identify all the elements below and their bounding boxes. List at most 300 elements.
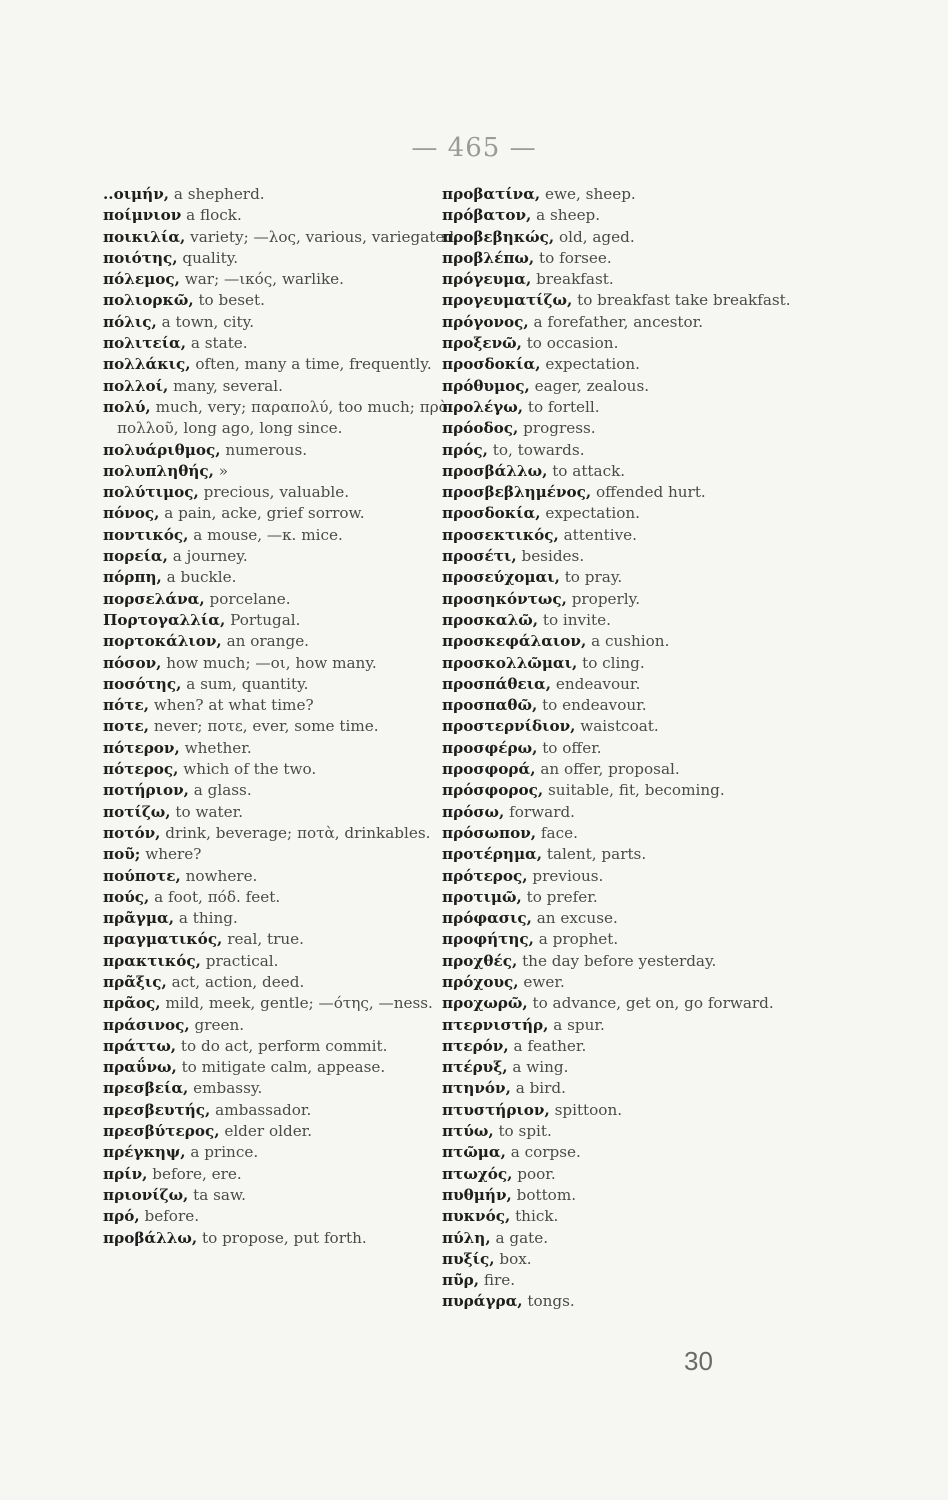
english-gloss: a corpse.: [510, 1143, 581, 1162]
english-gloss: drink, beverage; ποτὰ, drinkables.: [165, 823, 431, 842]
english-gloss: a feather.: [513, 1036, 587, 1055]
dictionary-entry: [103, 844, 463, 865]
english-gloss: ambassador.: [215, 1100, 312, 1119]
english-gloss: to cling.: [582, 653, 645, 672]
english-gloss: fire.: [483, 1271, 516, 1290]
english-gloss: to fortell.: [527, 397, 600, 416]
english-gloss: spittoon.: [554, 1100, 623, 1119]
dictionary-entry: [103, 248, 463, 269]
english-gloss: nowhere.: [185, 866, 258, 885]
dictionary-entry: [442, 418, 802, 439]
english-gloss: many, several.: [173, 376, 283, 395]
greek-headword: πότε,: [103, 696, 149, 715]
english-gloss: endeavour.: [555, 674, 641, 693]
english-gloss: green.: [194, 1015, 245, 1034]
english-gloss: waistcoat.: [580, 717, 659, 736]
dictionary-entry: [442, 1164, 802, 1185]
greek-headword: ..οιμήν,: [103, 185, 170, 203]
dictionary-entry: [442, 376, 802, 397]
english-gloss: a sum, quantity.: [186, 674, 309, 693]
english-gloss: an offer, proposal.: [540, 760, 680, 779]
greek-headword: προσβάλλω,: [442, 461, 548, 480]
english-gloss: a shepherd.: [173, 185, 265, 203]
dictionary-entry: [442, 227, 802, 248]
greek-headword: πολλάκις,: [103, 355, 191, 374]
greek-headword: πρός,: [442, 440, 488, 459]
english-gloss: which of the two.: [183, 760, 317, 779]
english-gloss: to, towards.: [492, 440, 585, 459]
dictionary-entry: [103, 1100, 463, 1121]
greek-headword: πρόβατον,: [442, 206, 532, 225]
english-gloss: Portugal.: [230, 610, 301, 629]
dictionary-entry: [442, 887, 802, 908]
greek-headword: πτωχός,: [442, 1164, 513, 1183]
dictionary-entry: [442, 802, 802, 823]
english-gloss: to advance, get on, go forward.: [532, 994, 774, 1013]
english-gloss: a buckle.: [166, 568, 237, 587]
greek-headword: πυράγρα,: [442, 1292, 523, 1311]
english-gloss: before, ere.: [152, 1164, 242, 1183]
greek-headword: πόνος,: [103, 504, 160, 523]
greek-headword: πτερόν,: [442, 1036, 509, 1055]
english-gloss: precious, valuable.: [203, 483, 350, 502]
greek-headword: προσκεφάλαιον,: [442, 632, 587, 651]
dictionary-entry: [103, 1142, 463, 1163]
greek-headword: ποτίζω,: [103, 802, 171, 821]
dictionary-entry: [442, 716, 802, 737]
dictionary-entry: [103, 887, 463, 908]
english-gloss: to breakfast take breakfast.: [577, 291, 791, 310]
greek-headword: πρόοδος,: [442, 419, 519, 438]
english-gloss: to beset.: [198, 291, 265, 310]
english-gloss: a mouse, —κ. mice.: [193, 525, 343, 544]
english-gloss: a sheep.: [536, 206, 601, 225]
english-gloss: a prince.: [190, 1143, 259, 1162]
greek-headword: πρόφασις,: [442, 909, 532, 928]
english-gloss: old, aged.: [559, 227, 635, 246]
dictionary-entry: [442, 440, 802, 461]
english-gloss: suitable, fit, becoming.: [548, 781, 725, 800]
english-gloss: ewe, sheep.: [545, 185, 636, 203]
greek-headword: πτυστήριον,: [442, 1100, 550, 1119]
english-gloss: to spit.: [498, 1122, 552, 1141]
english-gloss: a wing.: [512, 1058, 569, 1077]
english-gloss: quality.: [182, 248, 239, 267]
greek-headword: προφήτης,: [442, 930, 534, 949]
dictionary-entry: [442, 1100, 802, 1121]
english-gloss: the day before yesterday.: [522, 951, 717, 970]
dictionary-entry: [442, 1036, 802, 1057]
dictionary-entry: [103, 1121, 463, 1142]
dictionary-entry: [442, 610, 802, 631]
greek-headword: προσεκτικός,: [442, 525, 559, 544]
dictionary-entry: [442, 866, 802, 887]
dictionary-entry: [103, 184, 463, 205]
dictionary-entry: [103, 354, 463, 375]
dictionary-entry: [442, 908, 802, 929]
english-gloss: a state.: [190, 334, 248, 353]
english-gloss: box.: [499, 1249, 532, 1268]
greek-headword: πρόσφορος,: [442, 781, 544, 800]
greek-headword: προβλέπω,: [442, 248, 535, 267]
greek-headword: πορσελάνα,: [103, 589, 205, 608]
dictionary-entry: [442, 1078, 802, 1099]
greek-headword: προστερνίδιον,: [442, 717, 576, 736]
dictionary-entry: [442, 674, 802, 695]
greek-headword: πολυάριθμος,: [103, 440, 221, 459]
dictionary-entry: [103, 1206, 463, 1227]
greek-headword: πόλεμος,: [103, 270, 180, 289]
greek-headword: πτῶμα,: [442, 1143, 506, 1162]
greek-headword: ποιότης,: [103, 248, 178, 267]
english-gloss: offended hurt.: [596, 483, 706, 502]
greek-headword: προσδοκία,: [442, 355, 541, 374]
greek-headword: πρεσβύτερος,: [103, 1122, 220, 1141]
greek-headword: προσηκόντως,: [442, 589, 567, 608]
greek-headword: πρόθυμος,: [442, 376, 530, 395]
dictionary-entry: [442, 1057, 802, 1078]
dictionary-entry: [442, 461, 802, 482]
english-gloss: ewer.: [523, 972, 565, 991]
dictionary-entry: [103, 1185, 463, 1206]
page-number: — 465 —: [411, 133, 537, 163]
dictionary-entry: [103, 397, 463, 440]
english-gloss: forward.: [509, 802, 576, 821]
greek-headword: προγευματίζω,: [442, 291, 573, 310]
left-column: [103, 184, 463, 1249]
dictionary-entry: [103, 1036, 463, 1057]
dictionary-entry: [103, 631, 463, 652]
english-gloss: to occasion.: [526, 334, 619, 353]
english-gloss: expectation.: [545, 504, 640, 523]
greek-headword: πυκνός,: [442, 1207, 511, 1226]
dictionary-entry: [442, 269, 802, 290]
english-gloss: breakfast.: [536, 270, 614, 289]
greek-headword: πρό,: [103, 1207, 140, 1226]
english-gloss: mild, meek, gentle; —ότης, —ness.: [165, 994, 433, 1013]
dictionary-entry: [103, 503, 463, 524]
greek-headword: προσδοκία,: [442, 504, 541, 523]
dictionary-entry: [442, 951, 802, 972]
greek-headword: προσπαθῶ,: [442, 696, 538, 715]
english-gloss: act, action, deed.: [171, 972, 305, 991]
english-gloss: a prophet.: [538, 930, 619, 949]
greek-headword: πορτοκάλιον,: [103, 632, 222, 651]
greek-headword: πῦρ,: [442, 1271, 480, 1290]
greek-headword: προσφέρω,: [442, 738, 538, 757]
greek-headword: πότερον,: [103, 738, 180, 757]
english-gloss: eager, zealous.: [534, 376, 650, 395]
dictionary-entry: [442, 184, 802, 205]
english-gloss: to pray.: [564, 568, 623, 587]
greek-headword: πύλη,: [442, 1228, 491, 1247]
dictionary-entry: [103, 653, 463, 674]
greek-headword: πρόσω,: [442, 802, 505, 821]
english-gloss: to propose, put forth.: [202, 1228, 367, 1247]
dictionary-entry: [103, 929, 463, 950]
greek-headword: ποικιλία,: [103, 227, 186, 246]
greek-headword: προσέτι,: [442, 547, 517, 566]
greek-headword: πολλοί,: [103, 376, 169, 395]
dictionary-entry: [103, 823, 463, 844]
english-gloss: a flock.: [186, 206, 242, 225]
english-gloss: never; ποτε, ever, some time.: [153, 717, 379, 736]
greek-headword: προξενῶ,: [442, 334, 522, 353]
english-gloss: tongs.: [527, 1292, 575, 1311]
english-gloss: a glass.: [193, 781, 252, 800]
greek-headword: πριονίζω,: [103, 1185, 189, 1204]
greek-headword: πότερος,: [103, 760, 179, 779]
dictionary-entry: [442, 759, 802, 780]
dictionary-entry: [442, 482, 802, 503]
greek-headword: ποσότης,: [103, 674, 182, 693]
dictionary-entry: [103, 993, 463, 1014]
greek-headword: πτύω,: [442, 1122, 494, 1141]
dictionary-entry: [103, 802, 463, 823]
dictionary-entry: [442, 780, 802, 801]
english-gloss: talent, parts.: [546, 845, 647, 864]
english-gloss: to water.: [175, 802, 244, 821]
english-gloss: numerous.: [225, 440, 308, 459]
dictionary-entry: [442, 1249, 802, 1270]
english-gloss: much, very; παραπολύ, too much; πρὸ πολλοῦ, long ago, long since.: [117, 397, 448, 438]
english-gloss: elder older.: [224, 1122, 313, 1141]
dictionary-entry: [442, 1185, 802, 1206]
greek-headword: πολυπληθής,: [103, 461, 214, 480]
greek-headword: πτερνιστήρ,: [442, 1015, 549, 1034]
greek-headword: πρότερος,: [442, 866, 528, 885]
dictionary-entry: [103, 780, 463, 801]
dictionary-entry: [442, 333, 802, 354]
dictionary-entry: [442, 354, 802, 375]
greek-headword: προσεύχομαι,: [442, 568, 560, 587]
greek-headword: πολύτιμος,: [103, 483, 199, 502]
english-gloss: a thing.: [178, 909, 238, 928]
english-gloss: whether.: [184, 738, 252, 757]
dictionary-entry: [442, 1142, 802, 1163]
greek-headword: πούποτε,: [103, 866, 181, 885]
english-gloss: »: [218, 461, 229, 480]
dictionary-entry: [103, 1078, 463, 1099]
dictionary-entry: [103, 461, 463, 482]
english-gloss: expectation.: [545, 355, 640, 374]
greek-headword: πρίν,: [103, 1164, 148, 1183]
greek-headword: πορεία,: [103, 547, 168, 566]
greek-headword: πρόγονος,: [442, 312, 529, 331]
english-gloss: embassy.: [193, 1079, 263, 1098]
english-gloss: to invite.: [542, 610, 611, 629]
english-gloss: to attack.: [552, 461, 626, 480]
greek-headword: προλέγω,: [442, 397, 524, 416]
greek-headword: προτιμῶ,: [442, 887, 522, 906]
greek-headword: προχωρῶ,: [442, 994, 528, 1013]
dictionary-entry: [442, 248, 802, 269]
greek-headword: πόρπη,: [103, 568, 162, 587]
greek-headword: πρεσβευτής,: [103, 1100, 211, 1119]
english-gloss: ta saw.: [193, 1185, 247, 1204]
dictionary-entry: [103, 269, 463, 290]
greek-headword: προτέρημα,: [442, 845, 543, 864]
dictionary-entry: [103, 759, 463, 780]
greek-headword: πρόχους,: [442, 972, 519, 991]
greek-headword: προσκολλῶμαι,: [442, 653, 578, 672]
dictionary-entry: [103, 674, 463, 695]
dictionary-entry: [442, 738, 802, 759]
english-gloss: practical.: [205, 951, 279, 970]
dictionary-entry: [442, 653, 802, 674]
english-gloss: bottom.: [516, 1185, 577, 1204]
greek-headword: πολιτεία,: [103, 334, 187, 353]
greek-headword: προσφορά,: [442, 760, 536, 779]
dictionary-entry: [103, 908, 463, 929]
dictionary-entry: [442, 589, 802, 610]
dictionary-entry: [442, 567, 802, 588]
greek-headword: πυθμήν,: [442, 1185, 512, 1204]
greek-headword: πρέγκηψ,: [103, 1143, 186, 1162]
dictionary-entry: [103, 227, 463, 248]
greek-headword: πολύ,: [103, 397, 151, 416]
greek-headword: πρᾶος,: [103, 994, 161, 1013]
greek-headword: πρόγευμα,: [442, 270, 532, 289]
greek-headword: πράσινος,: [103, 1015, 190, 1034]
dictionary-entry: [103, 290, 463, 311]
greek-headword: πυξίς,: [442, 1249, 495, 1268]
dictionary-entry: [103, 525, 463, 546]
dictionary-entry: [442, 546, 802, 567]
english-gloss: progress.: [523, 419, 596, 438]
dictionary-entry: [442, 312, 802, 333]
english-gloss: a spur.: [553, 1015, 605, 1034]
english-gloss: war; —ικός, warlike.: [184, 270, 344, 289]
greek-headword: ποίμνιον: [103, 206, 182, 225]
greek-headword: προσβεβλημένος,: [442, 483, 592, 502]
english-gloss: a town, city.: [161, 312, 255, 331]
dictionary-entry: [442, 695, 802, 716]
greek-headword: ποτήριον,: [103, 781, 189, 800]
english-gloss: to forsee.: [539, 248, 612, 267]
english-gloss: to prefer.: [526, 887, 598, 906]
english-gloss: poor.: [517, 1164, 556, 1183]
greek-headword: πολιορκῶ,: [103, 291, 194, 310]
english-gloss: before.: [144, 1207, 200, 1226]
english-gloss: to mitigate calm, appease.: [181, 1058, 386, 1077]
dictionary-entry: [442, 1121, 802, 1142]
dictionary-entry: [103, 546, 463, 567]
dictionary-entry: [103, 312, 463, 333]
greek-headword: προβάλλω,: [103, 1228, 198, 1247]
dictionary-entry: [442, 1291, 802, 1312]
dictionary-entry: [103, 333, 463, 354]
english-gloss: thick.: [515, 1207, 559, 1226]
dictionary-entry: [103, 1228, 463, 1249]
greek-headword: πόλις,: [103, 312, 157, 331]
right-column: [442, 184, 802, 1313]
greek-headword: ποντικός,: [103, 525, 189, 544]
english-gloss: to offer.: [542, 738, 602, 757]
english-gloss: variety; —λος, various, variegated.: [190, 227, 459, 246]
greek-headword: πούς,: [103, 887, 150, 906]
english-gloss: a pain, acke, grief sorrow.: [164, 504, 365, 523]
english-gloss: a gate.: [495, 1228, 549, 1247]
dictionary-entry: [103, 695, 463, 716]
dictionary-entry: [442, 1228, 802, 1249]
english-gloss: when? at what time?: [153, 696, 314, 715]
greek-headword: πραγματικός,: [103, 930, 223, 949]
english-gloss: previous.: [532, 866, 604, 885]
greek-headword: προχθές,: [442, 951, 518, 970]
dictionary-entry: [103, 738, 463, 759]
greek-headword: πρόσωπον,: [442, 823, 537, 842]
greek-headword: πτηνόν,: [442, 1079, 511, 1098]
dictionary-entry: [442, 1270, 802, 1291]
greek-headword: προβεβηκώς,: [442, 227, 555, 246]
english-gloss: besides.: [521, 547, 585, 566]
dictionary-entry: [442, 1015, 802, 1036]
dictionary-entry: [103, 440, 463, 461]
dictionary-entry: [103, 951, 463, 972]
greek-headword: προβατίνα,: [442, 185, 541, 203]
dictionary-entry: [442, 844, 802, 865]
english-gloss: an orange.: [226, 632, 310, 651]
english-gloss: to endeavour.: [542, 696, 647, 715]
dictionary-entry: [442, 525, 802, 546]
english-gloss: real, true.: [227, 930, 304, 949]
dictionary-entry: [103, 589, 463, 610]
dictionary-entry: [103, 866, 463, 887]
english-gloss: attentive.: [563, 525, 637, 544]
english-gloss: a bird.: [515, 1079, 566, 1098]
english-gloss: porcelane.: [209, 589, 291, 608]
greek-headword: πράττω,: [103, 1036, 177, 1055]
dictionary-entry: [442, 993, 802, 1014]
dictionary-entry: [442, 290, 802, 311]
english-gloss: where?: [145, 845, 202, 864]
greek-headword: πραΰνω,: [103, 1058, 177, 1077]
dictionary-entry: [103, 482, 463, 503]
english-gloss: a foot, πόδ. feet.: [154, 887, 281, 906]
dictionary-entry: [442, 205, 802, 226]
dictionary-entry: [442, 503, 802, 524]
dictionary-entry: [442, 397, 802, 418]
dictionary-entry: [442, 631, 802, 652]
english-gloss: often, many a time, frequently.: [195, 355, 432, 374]
greek-headword: πτέρυξ,: [442, 1058, 508, 1077]
dictionary-entry: [103, 1015, 463, 1036]
english-gloss: how much; —οι, how many.: [166, 653, 377, 672]
dictionary-entry: [103, 567, 463, 588]
dictionary-entry: [442, 1206, 802, 1227]
english-gloss: to do act, perform commit.: [180, 1036, 388, 1055]
greek-headword: προσκαλῶ,: [442, 610, 539, 629]
english-gloss: an excuse.: [536, 909, 618, 928]
greek-headword: πρακτικός,: [103, 951, 201, 970]
greek-headword: ποτόν,: [103, 823, 161, 842]
dictionary-entry: [442, 823, 802, 844]
english-gloss: a cushion.: [591, 632, 670, 651]
dictionary-entry: [103, 205, 463, 226]
greek-headword: Πορτογαλλία,: [103, 610, 226, 629]
greek-headword: πόσον,: [103, 653, 162, 672]
english-gloss: properly.: [571, 589, 641, 608]
greek-headword: ποτε,: [103, 717, 149, 736]
english-gloss: a journey.: [172, 547, 248, 566]
english-gloss: a forefather, ancestor.: [533, 312, 704, 331]
signature-mark: 30: [684, 1346, 713, 1376]
english-gloss: face.: [540, 823, 578, 842]
dictionary-entry: [442, 972, 802, 993]
dictionary-entry: [103, 1057, 463, 1078]
greek-headword: πρᾶξις,: [103, 972, 167, 991]
